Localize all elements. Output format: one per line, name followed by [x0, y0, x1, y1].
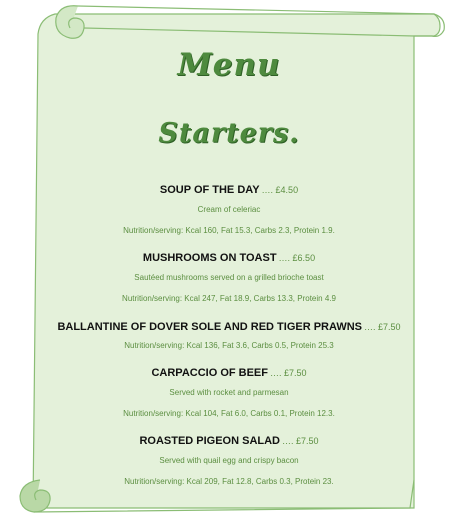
item-nutrition: Nutrition/serving: Kcal 160, Fat 15.3, Carbs 2.3, Protein 1.9.	[123, 226, 335, 235]
item-description: Served with quail egg and crispy bacon	[159, 456, 299, 465]
item-price: …. £6.50	[278, 253, 316, 263]
item-description: Served with rocket and parmesan	[169, 388, 289, 397]
item-price: …. £7.50	[270, 368, 307, 378]
item-price: …. £7.50	[364, 322, 401, 332]
menu-item-soup	[44, 180, 414, 198]
item-name: MUSHROOMS ON TOAST	[142, 252, 277, 264]
item-nutrition: Nutrition/serving: Kcal 247, Fat 18.9, Carbs 13.3, Protein 4.9	[122, 294, 336, 303]
item-nutrition: Nutrition/serving: Kcal 136, Fat 3.6, Carbs 0.5, Protein 25.3	[124, 341, 334, 350]
item-nutrition: Nutrition/serving: Kcal 104, Fat 6.0, Carbs 0.1, Protein 12.3.	[123, 409, 335, 418]
item-name: ROASTED PIGEON SALAD	[139, 435, 281, 447]
item-price: …. £7.50	[282, 436, 319, 446]
menu-item-pigeon-salad	[44, 431, 414, 449]
item-description: Sautéed mushrooms served on a grilled brioche toast	[134, 273, 324, 282]
menu-content	[44, 0, 414, 519]
menu-item-mushrooms	[44, 248, 414, 266]
item-nutrition: Nutrition/serving: Kcal 209, Fat 12.8, Carbs 0.3, Protein 23.	[124, 477, 334, 486]
section-title-starters: Starters.	[158, 118, 300, 149]
item-name: CARPACCIO OF BEEF	[151, 367, 268, 379]
menu-title: Menu	[177, 47, 281, 83]
item-price: …. £4.50	[261, 185, 299, 195]
item-name: SOUP OF THE DAY	[159, 184, 260, 196]
item-description: Cream of celeriac	[197, 205, 261, 214]
item-name: BALLANTINE OF DOVER SOLE AND RED TIGER PRAWNS	[57, 321, 362, 333]
menu-item-carpaccio	[44, 363, 414, 381]
menu-item-dover-sole	[22, 317, 436, 335]
